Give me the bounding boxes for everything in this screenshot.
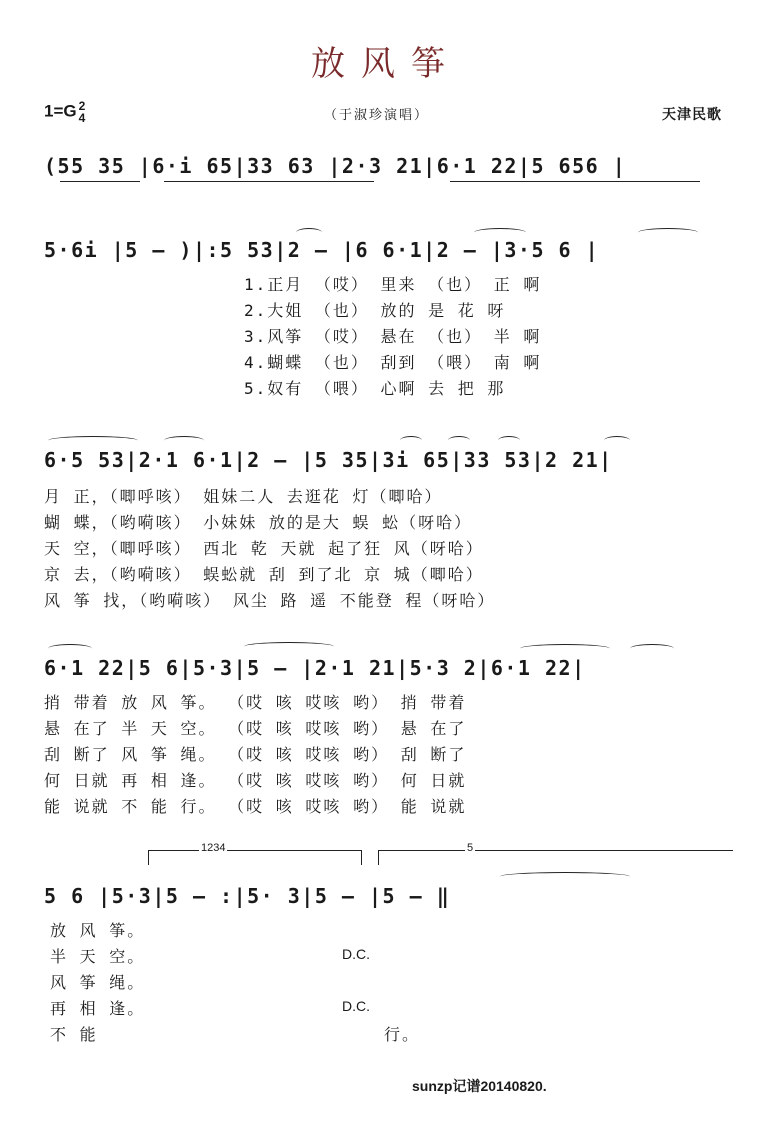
slur <box>48 436 138 445</box>
final-lyric: 行。 <box>384 1025 421 1044</box>
verse-3-line-b: 天 空，（唧呼咳） 西北 乾 天就 起了狂 风（呀哈） <box>44 539 484 558</box>
slur <box>630 644 674 653</box>
slur <box>448 436 470 445</box>
slur <box>48 644 92 653</box>
score-line-2: 5·6i |5 – )|:5 53|2 – |6 6·1|2 – |3·5 6 | <box>44 238 600 262</box>
page-title: 放风筝 <box>311 44 461 84</box>
verse-2-line-a: 2.大姐 （也） 放的 是 花 呀 <box>244 301 506 320</box>
time-signature <box>79 100 86 124</box>
slur <box>498 436 520 445</box>
song-genre: 天津民歌 <box>662 106 722 122</box>
verse-1-line-b: 月 正，（唧呼咳） 姐妹二人 去逛花 灯（唧哈） <box>44 487 443 506</box>
verse-1-line-c: 捎 带着 放 风 筝。 （哎 咳 哎咳 哟） 捎 带着 <box>44 693 467 712</box>
slur <box>520 644 610 653</box>
key-signature <box>44 100 85 124</box>
second-ending-label: 5 <box>467 842 474 854</box>
score-line-4: 6·1 22|5 6|5·3|5 – |2·1 21|5·3 2|6·1 22| <box>44 656 586 680</box>
verse-4-line-b: 京 去，（哟嗬咳） 蜈蚣就 刮 到了北 京 城（唧哈） <box>44 565 484 584</box>
beam <box>450 181 700 182</box>
verse-5-line-c: 能 说就 不 能 行。 （哎 咳 哎咳 哟） 能 说就 <box>44 797 467 816</box>
verse-3-line-a: 3.风筝 （哎） 悬在 （也） 半 啊 <box>244 327 542 346</box>
second-ending-bracket <box>378 842 733 865</box>
slur <box>164 436 204 445</box>
slur <box>400 436 422 445</box>
score-line-1: (55 35 |6·i 65|33 63 |2·3 21|6·1 22|5 656 | <box>44 154 627 178</box>
beam <box>60 181 140 182</box>
first-ending-bracket <box>148 842 362 865</box>
slur <box>296 228 322 237</box>
beam <box>164 181 374 182</box>
da-capo-mark: D.C. <box>342 946 370 962</box>
verse-2-line-c: 悬 在了 半 天 空。 （哎 咳 哎咳 哟） 悬 在了 <box>44 719 467 738</box>
slur <box>604 436 630 445</box>
performer-credit: （于淑珍演唱） <box>324 107 430 122</box>
verse-2-line-b: 蝴 蝶，（哟嗬咳） 小妹妹 放的是大 蜈 蚣（呀哈） <box>44 513 473 532</box>
verse-4-line-d: 再 相 逢。 <box>50 999 146 1018</box>
slur <box>244 642 334 651</box>
time-signature-denominator: 4 <box>78 111 86 125</box>
verse-5-line-a: 5.奴有 （喂） 心啊 去 把 那 <box>244 379 506 398</box>
first-ending-label: 1234 <box>201 842 226 854</box>
verse-1-line-d: 放 风 筝。 <box>50 921 146 940</box>
score-line-3: 6·5 53|2·1 6·1|2 – |5 35|3i 65|33 53|2 21| <box>44 448 613 472</box>
slur <box>638 228 698 237</box>
transcriber-credit: sunzp记谱20140820. <box>412 1078 547 1094</box>
verse-3-line-c: 刮 断了 风 筝 绳。 （哎 咳 哎咳 哟） 刮 断了 <box>44 745 467 764</box>
key-text: 1=G <box>44 101 77 121</box>
verse-5-line-b: 风 筝 找，（哟嗬咳） 风尘 路 遥 不能登 程（呀哈） <box>44 591 496 610</box>
score-line-5: 5 6 |5·3|5 – :|5· 3|5 – |5 – ‖ <box>44 884 451 908</box>
verse-4-line-c: 何 日就 再 相 逢。 （哎 咳 哎咳 哟） 何 日就 <box>44 771 467 790</box>
verse-1-line-a: 1.正月 （哎） 里来 （也） 正 啊 <box>244 275 542 294</box>
verse-2-line-d: 半 天 空。 <box>50 947 146 966</box>
time-signature-numerator: 2 <box>78 99 86 113</box>
slur <box>474 228 526 237</box>
da-capo-mark: D.C. <box>342 998 370 1014</box>
verse-4-line-a: 4.蝴蝶 （也） 刮到 （喂） 南 啊 <box>244 353 542 372</box>
tie <box>500 872 630 881</box>
verse-5-line-d: 不 能 <box>50 1025 98 1044</box>
verse-3-line-d: 风 筝 绳。 <box>50 973 146 992</box>
